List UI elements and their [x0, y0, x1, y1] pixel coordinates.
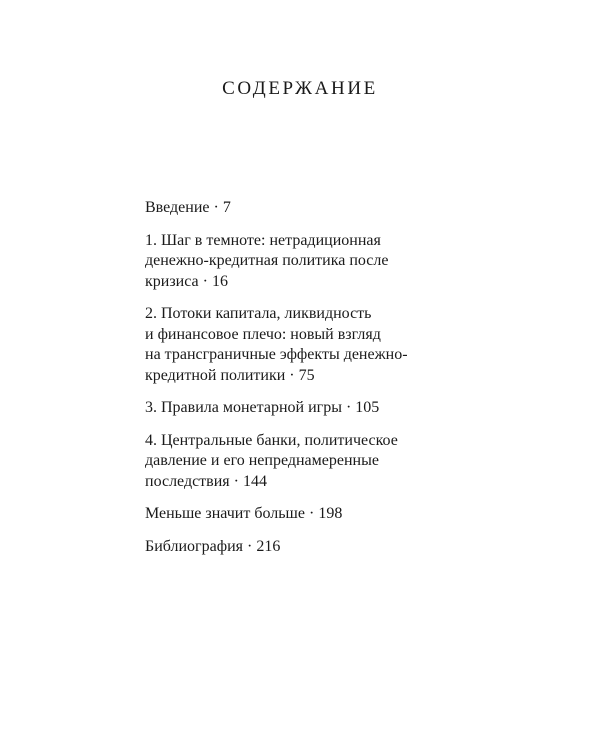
toc-entry-chapter-4 [145, 431, 445, 493]
toc-page-number: 216 [256, 537, 281, 555]
toc-page-number: 7 [222, 199, 231, 216]
toc-entry-chapter-3 [145, 398, 445, 419]
toc-heading: СОДЕРЖАНИЕ [222, 78, 378, 99]
toc-entry-line [145, 198, 445, 219]
toc-separator: · [233, 472, 239, 490]
toc-entry-line [145, 472, 445, 493]
toc-entry-title: кредитной политики [145, 366, 286, 384]
toc-entry-line: 1. Шаг в темноте: нетрадиционная [145, 231, 381, 249]
toc-entry-line: и финансовое плечо: новый взгляд [145, 325, 381, 343]
toc-entry-line: давление и его непреднамеренные [145, 452, 379, 469]
toc-entry-line: на трансграничные эффекты денежно- [145, 346, 408, 363]
toc-entry-title: 3. Правила монетарной игры [145, 399, 342, 416]
toc-separator: · [345, 399, 352, 416]
toc-entry-title: Введение [145, 199, 210, 216]
toc-page-number: 144 [242, 472, 267, 490]
toc-entry-title: последствия [145, 472, 230, 490]
toc-entry-title: кризиса [145, 272, 199, 290]
toc-separator: · [247, 537, 253, 555]
toc-separator: · [289, 366, 295, 384]
toc-page-number: 105 [355, 399, 380, 416]
toc-page-number: 198 [318, 505, 343, 522]
toc-entry-line [145, 504, 445, 525]
toc-entry-introduction [145, 198, 445, 219]
toc-entry-chapter-2 [145, 304, 445, 386]
toc-separator: · [308, 505, 315, 522]
toc-separator: · [213, 199, 219, 216]
toc-entry-line: 4. Центральные банки, политическое [145, 431, 398, 449]
toc-page-number: 75 [298, 366, 315, 384]
toc-page-number: 16 [211, 272, 228, 290]
toc-entry-line [145, 537, 445, 558]
toc-entry-line: денежно-кредитная политика после [145, 252, 389, 269]
toc-entry-bibliography [145, 537, 445, 558]
toc-entry-conclusion [145, 504, 445, 525]
toc-entry-chapter-1 [145, 231, 445, 293]
toc-list [145, 198, 445, 569]
toc-entry-title: Меньше значит больше [145, 505, 305, 522]
toc-entry-title: Библиография [145, 537, 243, 555]
toc-entry-line: 2. Потоки капитала, ликвидность [145, 305, 372, 322]
toc-entry-line [145, 272, 445, 293]
toc-separator: · [202, 272, 208, 290]
toc-entry-line [145, 366, 445, 387]
toc-entry-line [145, 398, 445, 419]
